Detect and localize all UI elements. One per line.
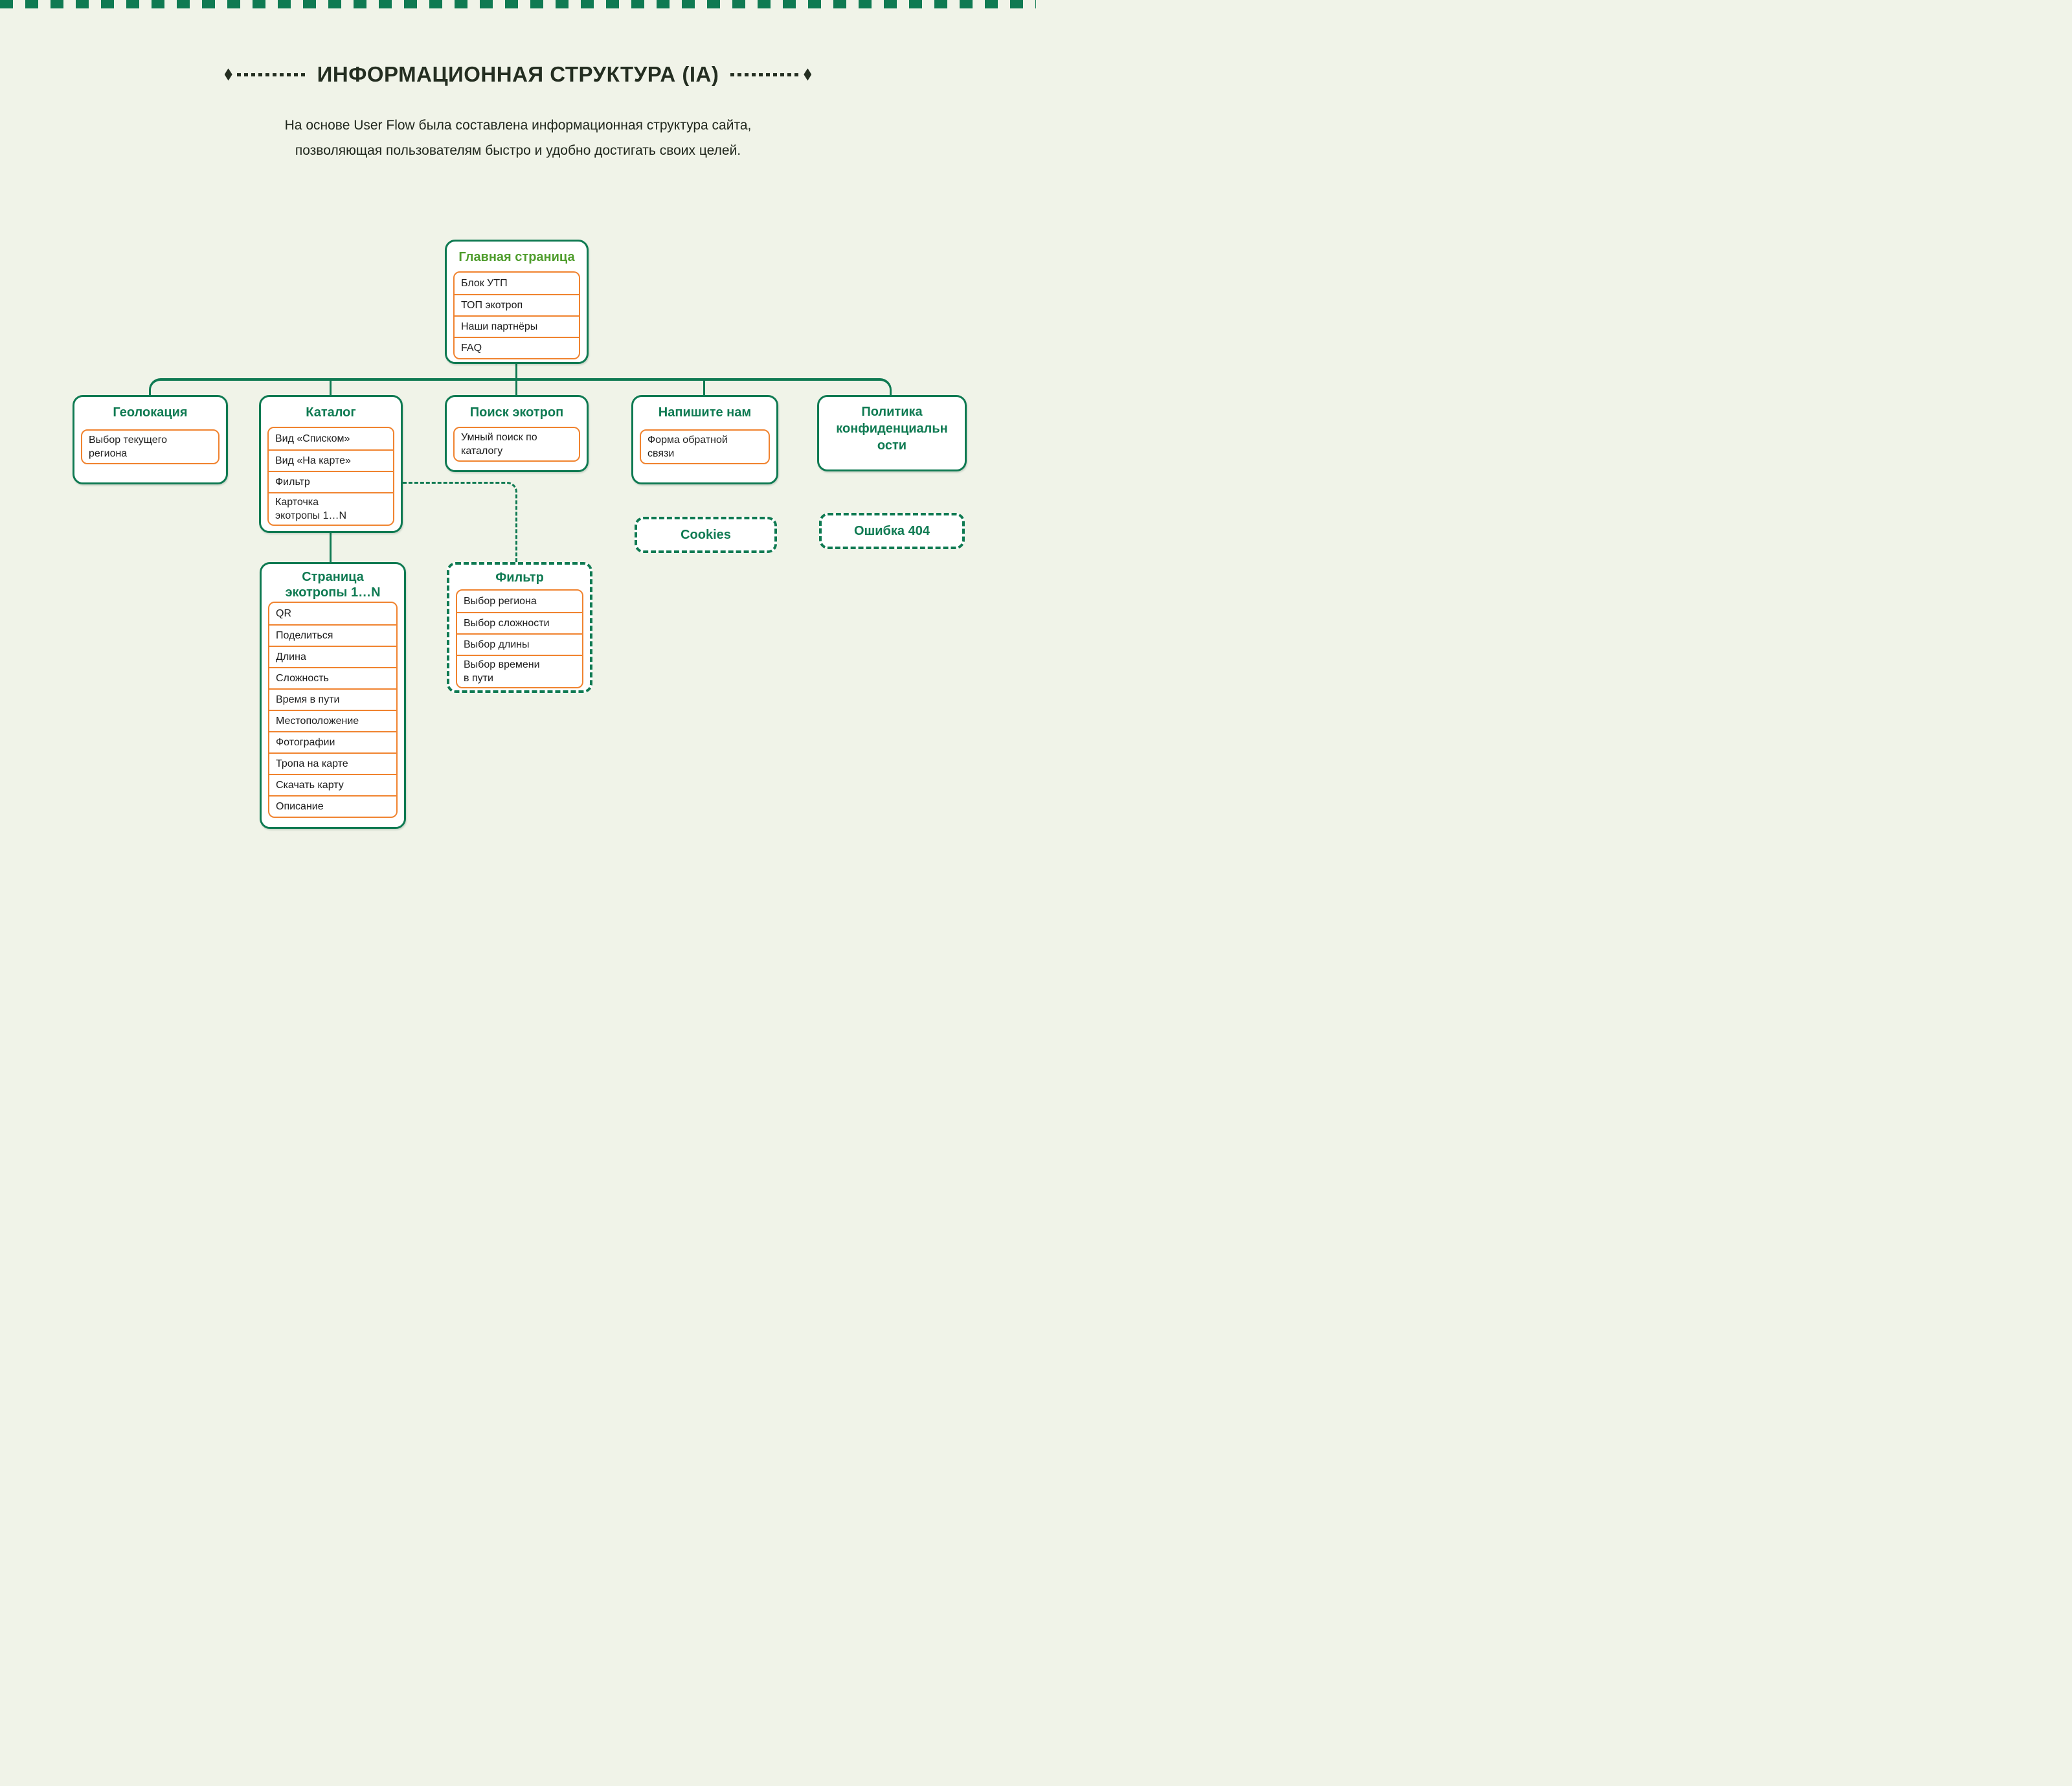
node-error404 — [819, 513, 965, 549]
node-home — [445, 240, 589, 364]
list-item: Время в пути — [269, 688, 396, 710]
node-filter — [447, 562, 592, 693]
node-catalog-items — [267, 427, 394, 526]
node-home-items — [453, 271, 580, 359]
list-item: FAQ — [455, 337, 579, 358]
node-cookies — [635, 517, 777, 553]
node-search-title: Поиск экотроп — [469, 405, 564, 420]
list-item: Скачать карту — [269, 774, 396, 795]
list-item: Поделиться — [269, 624, 396, 646]
list-item: QR — [276, 608, 291, 619]
list-item: Фильтр — [269, 471, 393, 492]
list-item: Форма обратной связи — [648, 435, 728, 459]
node-catalog — [259, 395, 403, 533]
list-item: Длина — [269, 646, 396, 667]
node-filter-items — [456, 589, 583, 688]
list-item: Сложность — [269, 667, 396, 688]
subtitle-line-1: На основе User Flow была составлена информационная структура сайта, — [284, 118, 752, 133]
node-search — [445, 395, 589, 472]
subtitle-line-2: позволяющая пользователям быстро и удобно достигать своих целей. — [295, 143, 741, 158]
sitemap-diagram — [0, 0, 1036, 893]
connector-catalog-trailpage — [330, 532, 332, 562]
node-error404-title: Ошибка 404 — [854, 523, 930, 538]
list-item: Описание — [269, 795, 396, 817]
node-trail-page-title: Страница экотропы 1…N — [285, 570, 381, 600]
node-filter-title: Фильтр — [495, 571, 544, 585]
node-policy-title: Политика конфиденциальн ости — [836, 405, 948, 453]
node-cookies-title: Cookies — [681, 527, 731, 542]
node-contact — [631, 395, 778, 484]
connector-home-stem — [515, 363, 517, 378]
list-item: Карточка экотропы 1…N — [269, 492, 393, 525]
list-item: Умный поиск по каталогу — [461, 432, 537, 457]
list-item: ТОП экотроп — [455, 294, 579, 315]
list-item: Выбор длины — [457, 633, 582, 655]
node-trail-page — [260, 562, 406, 829]
connector-drop-contact — [703, 379, 705, 395]
connector-bus-line — [149, 378, 892, 395]
node-policy — [817, 395, 967, 471]
list-item: Выбор региона — [464, 596, 537, 607]
list-item: Фотографии — [269, 731, 396, 752]
list-item: Наши партнёры — [455, 315, 579, 337]
node-contact-title: Напишите нам — [658, 405, 752, 420]
list-item: Вид «Списком» — [275, 433, 350, 444]
list-item: Выбор времени в пути — [457, 655, 582, 687]
node-trail-page-items — [268, 602, 398, 818]
list-item: Блок УТП — [461, 278, 508, 289]
node-home-title: Главная страница — [458, 250, 575, 264]
list-item: Тропа на карте — [269, 752, 396, 774]
node-search-items — [453, 427, 580, 462]
node-geolocation-items — [81, 429, 220, 464]
connector-drop-search — [515, 379, 517, 395]
connector-dashed-catalog-filter — [403, 482, 517, 562]
infographic-page — [0, 0, 1036, 893]
node-catalog-title: Каталог — [306, 405, 356, 420]
node-geolocation — [73, 395, 228, 484]
connector-drop-catalog — [330, 379, 332, 395]
page-title: ИНФОРМАЦИОННАЯ СТРУКТУРА (IA) — [317, 62, 719, 86]
list-item: Вид «На карте» — [269, 449, 393, 471]
node-geolocation-title: Геолокация — [113, 405, 188, 420]
node-contact-items — [640, 429, 770, 464]
list-item: Местоположение — [269, 710, 396, 731]
list-item: Выбор сложности — [457, 612, 582, 633]
list-item: Выбор текущего региона — [89, 435, 168, 459]
